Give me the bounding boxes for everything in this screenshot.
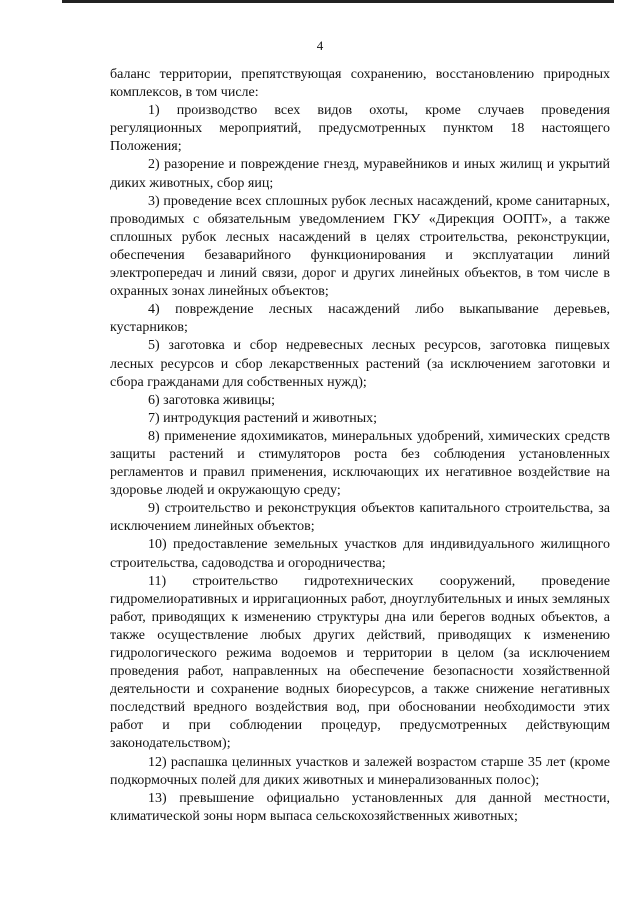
list-item-10: 10) предоставление земельных участков для индивидуального жилищного строительства, садоводства и огородничества; [110,537,610,571]
list-item-7: 7) интродукция растений и животных; [148,410,378,426]
list-item-5: 5) заготовка и сбор недревесных лесных ресурсов, заготовка пищевых лесных ресурсов и сбор лекарственных растений (за исключением заготовки и сбора гражданами для собственных нужд); [110,338,610,390]
list-item-12: 12) распашка целинных участков и залежей возрастом старше 35 лет (кроме подкормочных полей для диких животных и минерализованных полос); [110,754,610,788]
top-edge-rule [62,0,614,3]
list-item-11: 11) строительство гидротехнических сооружений, проведение гидромелиоративных и ирригационных работ, дноуглубительных и иных земляных работ, приводящих к изменению структуры дна или берегов водных объектов, а также осуществление любых других действий, приводящих к изменению гидрологического режима водоемов и территории в целом (за исключением проведения работ, направленных на обеспечение безопасности хозяйственной деятельности и сохранение водных биоресурсов, а также снижение негативных последствий вредного воздействия вод, при обосновании необходимости этих работ и при соблюдении процедур, предусмотренных действующим законодательством); [110,573,610,752]
list-item-13: 13) превышение официально установленных для данной местности, климатической зоны норм выпаса сельскохозяйственных животных; [110,790,610,824]
paragraph-continuation: баланс территории, препятствующая сохранению, восстановлению природных комплексов, в том числе: [110,67,610,101]
list-item-4: 4) повреждение лесных насаждений либо выкапывание деревьев, кустарников; [110,302,610,336]
list-item-8: 8) применение ядохимикатов, минеральных удобрений, химических средств защиты растений и стимуляторов роста без соблюдения установленных регламентов и правил применения, исключающих их негативное воздействие на здоровье людей и окружающую среду; [110,428,610,499]
list-item-9: 9) строительство и реконструкция объектов капитального строительства, за исключением линейных объектов; [110,501,610,535]
list-item-1: 1) производство всех видов охоты, кроме случаев проведения регуляционных мероприятий, предусмотренных пунктом 18 настоящего Положения; [110,103,610,155]
document-body [110,66,610,826]
list-item-2: 2) разорение и повреждение гнезд, муравейников и иных жилищ и укрытий диких животных, сбор яиц; [110,157,610,191]
list-item-6: 6) заготовка живицы; [148,392,276,408]
list-item-3: 3) проведение всех сплошных рубок лесных насаждений, кроме санитарных, проводимых с обязательным уведомлением ГКУ «Дирекция ООПТ», а также сплошных рубок лесных насаждений в целях строительства, реконструкции, обеспечения безаварийного функционирования и эксплуатации линий электропередач и линий связи, дорог и других линейных объектов, в том числе в охранных зонах линейных объектов; [110,193,610,300]
page-number: 4 [316,38,324,53]
